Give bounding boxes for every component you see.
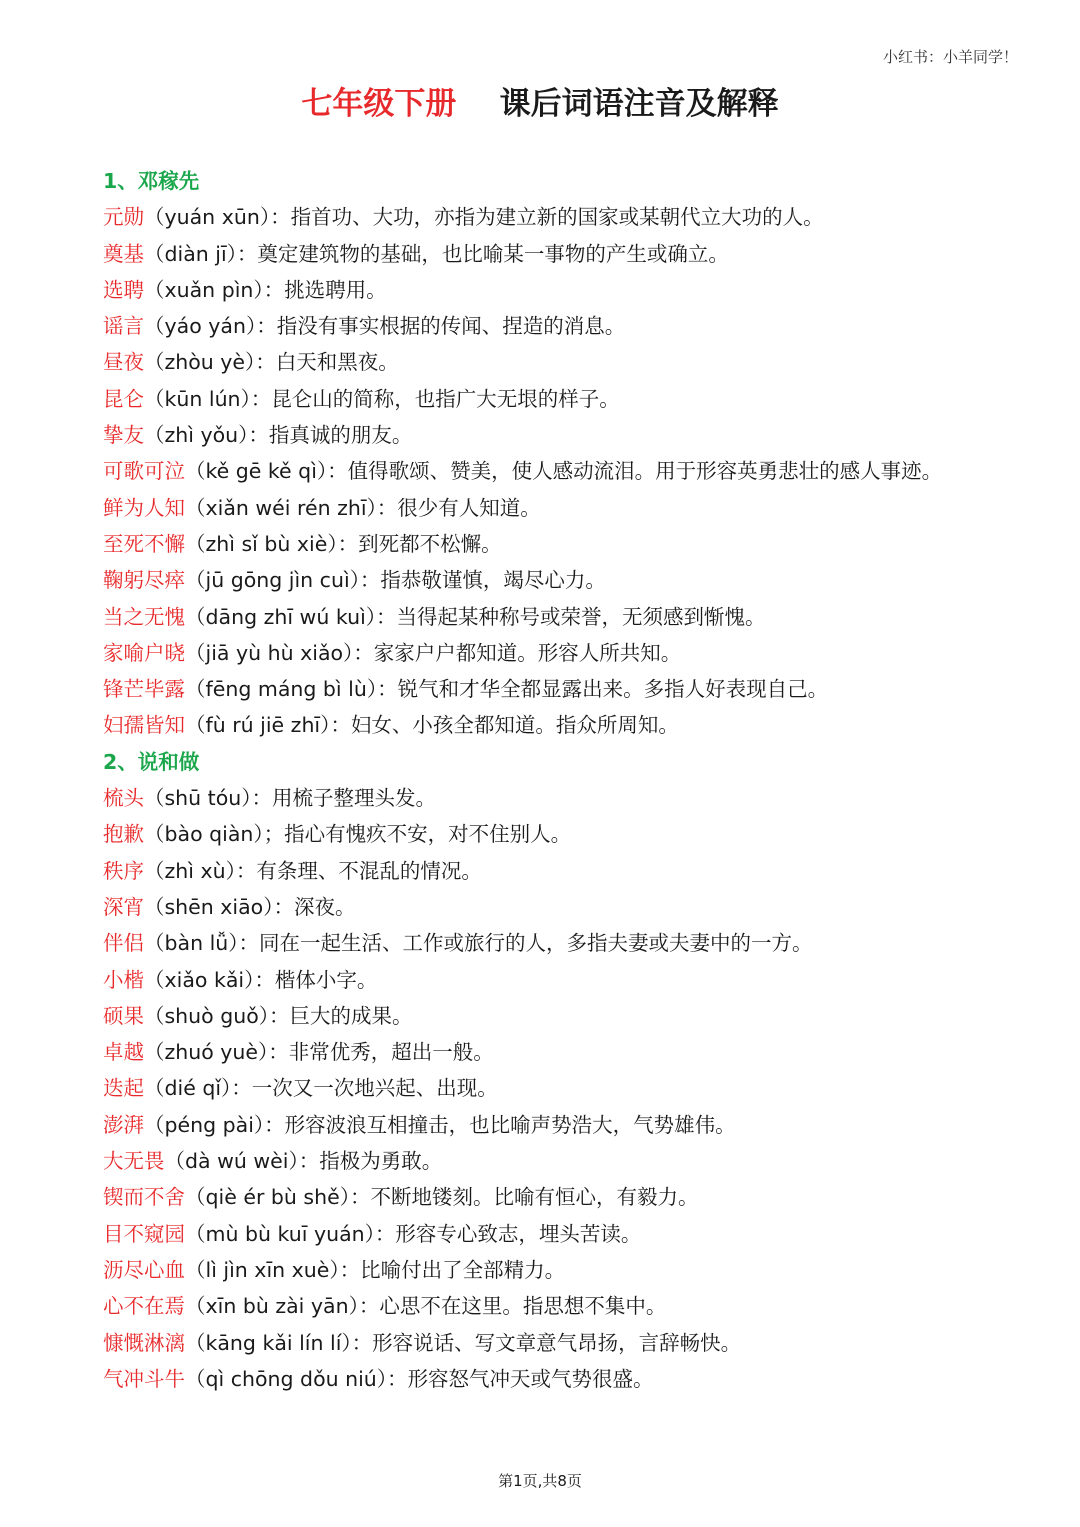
vocab-word: 鲜为人知: [103, 495, 185, 520]
vocab-word: 挚友: [103, 423, 144, 448]
vocab-entry: [103, 707, 1053, 743]
vocab-entry: [103, 1252, 1053, 1288]
vocab-pinyin: （qì chōng dǒu niú）：: [185, 1366, 408, 1391]
vocab-definition: 深夜。: [293, 894, 356, 919]
vocab-entry: [103, 1325, 1053, 1361]
vocab-entry: [103, 272, 1053, 308]
vocab-definition: 比喻付出了全部精力。: [360, 1257, 566, 1282]
vocab-definition: 指恭敬谨慎，竭尽心力。: [380, 568, 606, 593]
vocab-pinyin: （dà wú wèi）：: [164, 1149, 320, 1174]
vocab-entry: [103, 1216, 1053, 1252]
vocab-entry: [103, 1070, 1053, 1106]
vocab-word: 沥尽心血: [103, 1257, 185, 1282]
vocab-word: 元勋: [103, 205, 144, 230]
vocab-entry: [103, 599, 1053, 635]
vocab-entry: [103, 1107, 1053, 1143]
vocab-entry: [103, 1288, 1053, 1324]
vocab-pinyin: （qiè ér bù shě）：: [185, 1185, 371, 1210]
vocab-entry: [103, 962, 1053, 998]
vocab-word: 迭起: [103, 1076, 144, 1101]
vocab-definition: 奠定建筑物的基础，也比喻某一事物的产生或确立。: [257, 241, 729, 266]
vocab-entry: [103, 236, 1053, 272]
vocab-definition: 值得歌颂、赞美，使人感动流泪。用于形容英勇悲壮的感人事迹。: [347, 459, 943, 484]
vocab-definition: 楷体小字。: [274, 967, 378, 992]
vocab-word: 大无畏: [103, 1149, 165, 1174]
vocab-word: 小楷: [103, 967, 144, 992]
vocab-pinyin: （kāng kǎi lín lí）：: [185, 1330, 373, 1355]
vocab-pinyin: （péng pài）：: [144, 1112, 285, 1137]
vocab-word: 伴侣: [103, 931, 144, 956]
vocab-pinyin: （kě gē kě qì）：: [185, 459, 348, 484]
page-title: [0, 78, 1080, 123]
vocab-pinyin: （mù bù kuī yuán）：: [185, 1221, 396, 1246]
vocab-definition: 挑选聘用。: [284, 277, 387, 302]
vocab-definition: 到死都不松懈。: [358, 531, 502, 556]
title-subject: 课后词语注音及解释: [499, 86, 779, 122]
vocab-entry: [103, 417, 1053, 453]
vocab-pinyin: （dié qǐ）：: [144, 1076, 252, 1101]
vocab-pinyin: （jiā yù hù xiǎo）：: [185, 640, 374, 665]
vocab-entry: [103, 199, 1053, 235]
vocab-word: 气冲斗牛: [103, 1366, 185, 1391]
vocab-pinyin: （kūn lún）：: [144, 386, 272, 411]
vocab-entry: [103, 381, 1053, 417]
vocab-pinyin: （dāng zhī wú kuì）：: [185, 604, 397, 629]
vocab-pinyin: （fēng máng bì lù）：: [185, 677, 398, 702]
vocab-word: 慷慨淋漓: [103, 1330, 185, 1355]
vocab-word: 昼夜: [103, 350, 144, 375]
vocab-definition: 很少有人知道。: [397, 495, 541, 520]
vocab-definition: 心思不在这里。指思想不集中。: [379, 1294, 667, 1319]
vocab-definition: 当得起某种称号或荣誉，无须感到惭愧。: [396, 604, 766, 629]
vocab-definition: 指极为勇敢。: [319, 1149, 443, 1174]
vocab-pinyin: （yuán xūn）：: [144, 205, 291, 230]
vocab-definition: 形容专心致志，埋头苦读。: [395, 1221, 642, 1246]
vocab-definition: 指心有愧疚不安，对不住别人。: [284, 822, 572, 847]
vocab-word: 至死不懈: [103, 531, 185, 556]
vocab-definition: 形容说话、写文章意气昂扬，言辞畅快。: [372, 1330, 742, 1355]
vocab-definition: 锐气和才华全都显露出来。多指人好表现自己。: [397, 677, 829, 702]
vocab-word: 心不在焉: [103, 1294, 185, 1319]
vocab-entry: [103, 308, 1053, 344]
vocab-pinyin: （zhuó yuè）：: [144, 1040, 289, 1065]
vocab-word: 抱歉: [103, 822, 144, 847]
vocab-definition: 一次又一次地兴起、出现。: [251, 1076, 498, 1101]
vocab-pinyin: （lì jìn xīn xuè）：: [185, 1257, 361, 1282]
vocab-entry: [103, 1179, 1053, 1215]
vocab-entry: [103, 889, 1053, 925]
vocab-definition: 同在一起生活、工作或旅行的人，多指夫妻或夫妻中的一方。: [259, 931, 813, 956]
vocab-definition: 家家户户都知道。形容人所共知。: [373, 640, 682, 665]
vocab-word: 昆仑: [103, 386, 144, 411]
section-heading: 2、说和做: [103, 749, 200, 774]
vocab-entry: [103, 853, 1053, 889]
vocab-word: 卓越: [103, 1040, 144, 1065]
vocab-entry: [103, 635, 1053, 671]
vocab-definition: 巨大的成果。: [289, 1003, 413, 1028]
vocab-definition: 非常优秀，超出一般。: [288, 1040, 494, 1065]
vocab-definition: 形容怒气冲天或气势很盛。: [407, 1366, 654, 1391]
vocab-entry: [103, 1361, 1053, 1397]
vocab-entry: [103, 344, 1053, 380]
vocab-word: 家喻户晓: [103, 640, 185, 665]
vocab-word: 奠基: [103, 241, 144, 266]
vocab-pinyin: （bàn lǚ）：: [144, 931, 260, 956]
vocab-pinyin: （xiǎo kǎi）：: [144, 967, 275, 992]
vocab-definition: 指真诚的朋友。: [268, 423, 413, 448]
vocab-definition: 昆仑山的简称，也指广大无垠的样子。: [271, 386, 620, 411]
vocab-entry: [103, 925, 1053, 961]
vocab-pinyin: （shū tóu）：: [144, 786, 273, 811]
vocab-word: 秩序: [103, 858, 144, 883]
watermark-text: 小红书：小羊同学！: [882, 48, 1018, 66]
vocab-pinyin: （jū gōng jìn cuì）：: [185, 568, 381, 593]
vocab-word: 选聘: [103, 277, 144, 302]
vocab-entry: [103, 453, 1053, 489]
vocab-word: 澎湃: [103, 1112, 144, 1137]
vocab-definition: 指首功、大功，亦指为建立新的国家或某朝代立大功的人。: [290, 205, 824, 230]
vocab-pinyin: （xīn bù zài yān）：: [185, 1294, 380, 1319]
vocab-word: 梳头: [103, 786, 144, 811]
vocab-word: 锋芒毕露: [103, 677, 185, 702]
vocab-pinyin: （diàn jī）：: [144, 241, 258, 266]
vocab-pinyin: （zhì xù）：: [144, 858, 257, 883]
vocab-word: 深宵: [103, 894, 144, 919]
vocab-pinyin: （yáo yán）：: [144, 314, 277, 339]
vocab-entry: [103, 816, 1053, 852]
vocab-word: 当之无愧: [103, 604, 185, 629]
vocab-entry: [103, 671, 1053, 707]
vocab-entry: [103, 780, 1053, 816]
vocab-definition: 白天和黑夜。: [275, 350, 399, 375]
vocab-definition: 用梳子整理头发。: [272, 786, 437, 811]
vocab-pinyin: （zhòu yè）：: [144, 350, 276, 375]
title-grade: 七年级下册: [301, 86, 457, 122]
vocab-word: 目不窥园: [103, 1221, 185, 1246]
section-heading: 1、邓稼先: [103, 169, 200, 193]
vocab-entry: [103, 490, 1053, 526]
vocab-pinyin: （bào qiàn）；: [144, 822, 285, 847]
vocab-pinyin: （zhì yǒu）：: [144, 423, 269, 448]
vocab-definition: 不断地镂刻。比喻有恒心，有毅力。: [370, 1185, 699, 1210]
vocab-pinyin: （xuǎn pìn）：: [144, 277, 285, 302]
vocab-word: 妇孺皆知: [103, 713, 185, 738]
vocab-definition: 指没有事实根据的传闻、捏造的消息。: [276, 314, 626, 339]
vocab-word: 谣言: [103, 314, 144, 339]
vocab-entry: [103, 1143, 1053, 1179]
vocab-word: 鞠躬尽瘁: [103, 568, 185, 593]
vocab-pinyin: （shuò guǒ）：: [144, 1003, 290, 1028]
vocabulary-list: [103, 163, 1053, 1397]
vocab-definition: 有条理、不混乱的情况。: [256, 858, 482, 883]
vocab-pinyin: （xiǎn wéi rén zhī）：: [185, 495, 398, 520]
vocab-word: 硕果: [103, 1003, 144, 1028]
vocab-entry: [103, 1034, 1053, 1070]
vocab-word: 可歌可泣: [103, 459, 185, 484]
vocab-word: 锲而不舍: [103, 1185, 185, 1210]
vocab-definition: 妇女、小孩全都知道。指众所周知。: [350, 713, 679, 738]
vocab-entry: [103, 998, 1053, 1034]
vocab-entry: [103, 526, 1053, 562]
vocab-pinyin: （shēn xiāo）：: [144, 894, 294, 919]
vocab-entry: [103, 562, 1053, 598]
page-number: 第1页,共8页: [498, 1472, 582, 1490]
vocab-pinyin: （fù rú jiē zhī）：: [185, 713, 351, 738]
vocab-pinyin: （zhì sǐ bù xiè）：: [185, 531, 359, 556]
vocab-definition: 形容波浪互相撞击，也比喻声势浩大，气势雄伟。: [284, 1112, 736, 1137]
